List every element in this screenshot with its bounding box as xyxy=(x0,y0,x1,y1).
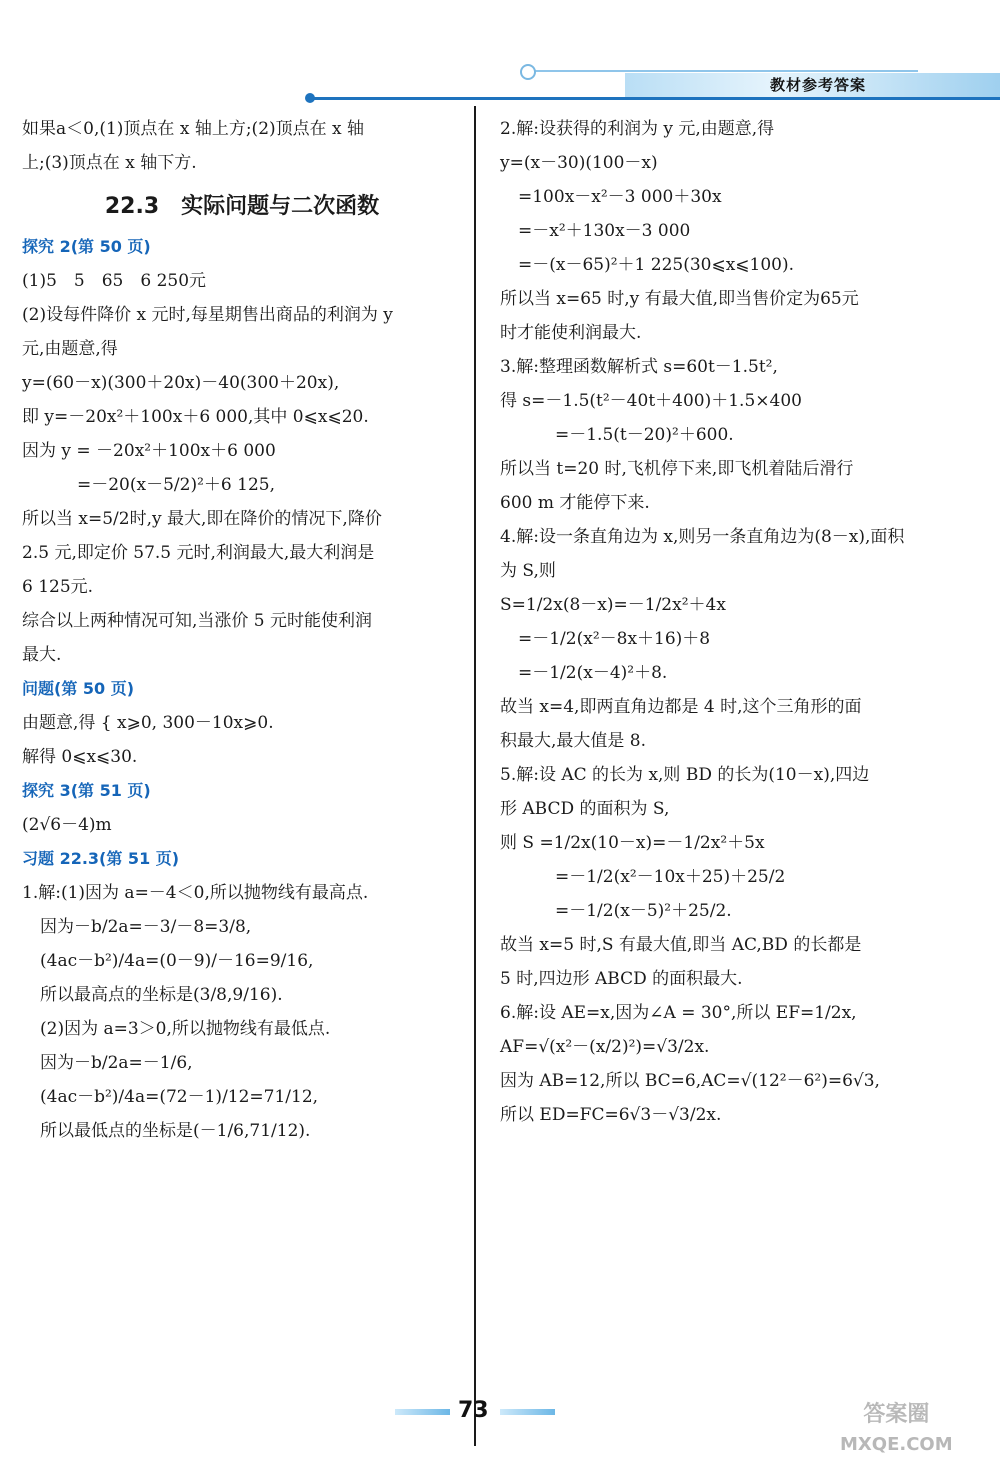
right-text-line: 所以 ED=FC=6√3－√3/2x. xyxy=(500,1105,722,1125)
right-text-line: 形 ABCD 的面积为 S, xyxy=(500,799,670,819)
right-text-line: 积最大,最大值是 8. xyxy=(500,731,647,751)
footer-bar-left xyxy=(395,1409,450,1415)
left-text-line: 最大. xyxy=(22,645,62,665)
left-text-line: 探究 2(第 50 页) xyxy=(22,237,151,256)
right-text-line: =－1/2(x－5)²＋25/2. xyxy=(555,901,732,921)
right-text-line: 3.解:整理函数解析式 s=60t－1.5t², xyxy=(500,357,778,377)
left-text-line: (2)设每件降价 x 元时,每星期售出商品的利润为 y xyxy=(22,305,393,325)
right-text-line: AF=√(x²－(x/2)²)=√3/2x. xyxy=(500,1037,710,1057)
right-text-line: 所以当 t=20 时,飞机停下来,即飞机着陆后滑行 xyxy=(500,459,854,479)
page-number: 73 xyxy=(458,1398,489,1423)
left-text-line: 元,由题意,得 xyxy=(22,339,118,359)
left-text-line: =－20(x－5/2)²＋6 125, xyxy=(77,475,275,495)
left-text-line: 即 y=－20x²＋100x＋6 000,其中 0⩽x⩽20. xyxy=(22,407,369,427)
right-text-line: 4.解:设一条直角边为 x,则另一条直角边为(8－x),面积 xyxy=(500,527,905,547)
left-text-line: (4ac－b²)/4a=(0－9)/－16=9/16, xyxy=(40,951,314,971)
left-text-line: 探究 3(第 51 页) xyxy=(22,781,151,800)
left-text-line: 所以当 x=5/2时,y 最大,即在降价的情况下,降价 xyxy=(22,509,382,529)
right-text-line: 故当 x=4,即两直角边都是 4 时,这个三角形的面 xyxy=(500,697,862,717)
left-text-line: 由题意,得 { x⩾0, 300－10x⩾0. xyxy=(22,713,274,733)
right-text-line: 时才能使利润最大. xyxy=(500,323,642,343)
left-text-line: (1)5 5 65 6 250元 xyxy=(22,271,207,291)
left-text-line: 所以最高点的坐标是(3/8,9/16). xyxy=(40,985,283,1005)
right-text-line: =－1.5(t－20)²＋600. xyxy=(555,425,734,445)
left-text-line: 2.5 元,即定价 57.5 元时,利润最大,最大利润是 xyxy=(22,543,375,563)
right-text-line: =100x－x²－3 000＋30x xyxy=(518,187,722,207)
left-text-line: 问题(第 50 页) xyxy=(22,679,135,698)
right-text-line: =－1/2(x－4)²＋8. xyxy=(518,663,668,683)
left-text-line: 因为－b/2a=－1/6, xyxy=(40,1053,193,1073)
left-text-line: 因为 y = －20x²＋100x＋6 000 xyxy=(22,441,276,461)
right-text-line: 为 S,则 xyxy=(500,561,556,581)
left-text-line: 如果a＜0,(1)顶点在 x 轴上方;(2)顶点在 x 轴 xyxy=(22,119,365,139)
right-text-line: =－1/2(x²－10x＋25)＋25/2 xyxy=(555,867,786,887)
right-text-line: 5 时,四边形 ABCD 的面积最大. xyxy=(500,969,743,989)
header-title: 教材参考答案 xyxy=(770,76,867,94)
right-text-line: 因为 AB=12,所以 BC=6,AC=√(12²－6²)=6√3, xyxy=(500,1071,880,1091)
right-text-line: 所以当 x=65 时,y 有最大值,即当售价定为65元 xyxy=(500,289,859,309)
watermark-domain: MXQE.COM xyxy=(840,1434,953,1455)
left-text-line: y=(60－x)(300＋20x)－40(300＋20x), xyxy=(22,373,340,393)
right-column xyxy=(500,112,980,1132)
header-rule xyxy=(312,97,1000,100)
left-text-line: (2√6－4)m xyxy=(22,815,112,835)
column-divider xyxy=(474,106,476,1446)
left-text-line: 6 125元. xyxy=(22,577,94,597)
watermark-text: 答案圈 xyxy=(863,1402,930,1427)
right-text-line: 2.解:设获得的利润为 y 元,由题意,得 xyxy=(500,119,775,139)
left-text-line: 上;(3)顶点在 x 轴下方. xyxy=(22,153,197,173)
header-circle-decoration xyxy=(520,64,536,80)
right-text-line: S=1/2x(8－x)=－1/2x²＋4x xyxy=(500,595,726,615)
right-text-line: y=(x－30)(100－x) xyxy=(500,153,658,173)
right-text-line: 则 S =1/2x(10－x)=－1/2x²＋5x xyxy=(500,833,765,853)
right-text-line: =－x²＋130x－3 000 xyxy=(518,221,691,241)
left-text-line: 22.3 实际问题与二次函数 xyxy=(104,194,380,219)
left-text-line: 习题 22.3(第 51 页) xyxy=(22,849,180,868)
left-text-line: 因为－b/2a=－3/－8=3/8, xyxy=(40,917,252,937)
footer-bar-right xyxy=(500,1409,555,1415)
right-text-line: 得 s=－1.5(t²－40t＋400)＋1.5×400 xyxy=(500,391,802,411)
right-text-line: =－(x－65)²＋1 225(30⩽x⩽100). xyxy=(518,255,795,275)
header-thin-line xyxy=(528,70,918,72)
left-text-line: 综合以上两种情况可知,当涨价 5 元时能使利润 xyxy=(22,611,373,631)
left-column xyxy=(22,112,462,1148)
watermark-logo xyxy=(840,1400,953,1460)
left-text-line: 解得 0⩽x⩽30. xyxy=(22,747,138,767)
right-text-line: 6.解:设 AE=x,因为∠A = 30°,所以 EF=1/2x, xyxy=(500,1003,857,1023)
left-text-line: 1.解:(1)因为 a=－4＜0,所以抛物线有最高点. xyxy=(22,883,369,903)
right-text-line: 故当 x=5 时,S 有最大值,即当 AC,BD 的长都是 xyxy=(500,935,862,955)
right-text-line: =－1/2(x²－8x＋16)＋8 xyxy=(518,629,711,649)
left-text-line: (2)因为 a=3＞0,所以抛物线有最低点. xyxy=(40,1019,331,1039)
left-text-line: (4ac－b²)/4a=(72－1)/12=71/12, xyxy=(40,1087,319,1107)
right-text-line: 600 m 才能停下来. xyxy=(500,493,650,513)
left-text-line: 所以最低点的坐标是(－1/6,71/12). xyxy=(40,1121,311,1141)
right-text-line: 5.解:设 AC 的长为 x,则 BD 的长为(10－x),四边 xyxy=(500,765,870,785)
